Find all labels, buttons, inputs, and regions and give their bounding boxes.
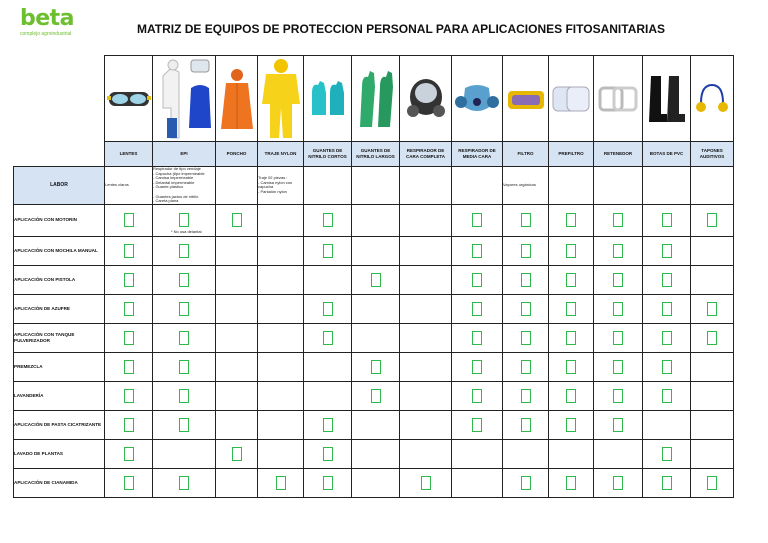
checkbox-icon	[613, 476, 623, 490]
labor-row	[14, 468, 734, 497]
equipment-label-lentes: LENTES	[105, 142, 153, 167]
matrix-cell	[503, 265, 549, 294]
checkbox-icon	[179, 331, 189, 345]
matrix-cell	[549, 410, 594, 439]
checkbox-icon	[707, 331, 717, 345]
checkbox-icon	[662, 302, 672, 316]
checkbox-icon	[566, 213, 576, 227]
matrix-cell	[643, 468, 691, 497]
checkbox-icon	[179, 244, 189, 258]
matrix-cell	[452, 381, 503, 410]
equipment-label-guantes_largos: GUANTES DE NITRILO LARGOS	[352, 142, 400, 167]
goggles-icon	[105, 84, 152, 114]
matrix-cell	[304, 381, 352, 410]
equipment-label-epi: EPI	[153, 142, 216, 167]
poncho-icon	[216, 67, 257, 131]
checkbox-icon	[707, 476, 717, 490]
equipment-note-botas	[643, 167, 691, 205]
rain-suit-icon	[258, 58, 303, 140]
checkbox-icon	[179, 302, 189, 316]
matrix-cell	[400, 294, 452, 323]
checkbox-icon	[124, 331, 134, 345]
matrix-cell	[549, 439, 594, 468]
matrix-cell	[105, 236, 153, 265]
labor-row	[14, 381, 734, 410]
half-face-respirator-icon	[452, 82, 502, 116]
filter-cartridge-icon	[503, 85, 548, 113]
labor-row	[14, 439, 734, 468]
equipment-note-epi	[153, 167, 216, 205]
checkbox-icon	[566, 302, 576, 316]
equipment-label-poncho: PONCHO	[216, 142, 258, 167]
matrix-cell	[258, 410, 304, 439]
matrix-cell	[594, 204, 643, 236]
checkbox-icon	[179, 389, 189, 403]
checkbox-icon	[472, 389, 482, 403]
equipment-note-retenedor	[594, 167, 643, 205]
labor-label: PREMEZCLA	[14, 352, 105, 381]
matrix-cell	[594, 468, 643, 497]
checkbox-icon	[662, 244, 672, 258]
matrix-cell	[503, 323, 549, 352]
checkbox-icon	[662, 447, 672, 461]
matrix-cell	[400, 381, 452, 410]
labor-header: LABOR	[14, 167, 105, 205]
matrix-cell	[258, 381, 304, 410]
matrix-cell	[691, 265, 734, 294]
checkbox-icon	[124, 476, 134, 490]
checkbox-icon	[179, 418, 189, 432]
matrix-cell	[352, 236, 400, 265]
matrix-cell	[691, 381, 734, 410]
matrix-cell	[105, 204, 153, 236]
matrix-cell	[549, 204, 594, 236]
checkbox-icon	[662, 476, 672, 490]
matrix-cell	[400, 323, 452, 352]
matrix-cell	[304, 265, 352, 294]
checkbox-icon	[472, 360, 482, 374]
full-face-respirator-icon	[400, 77, 451, 121]
matrix-cell	[258, 439, 304, 468]
matrix-cell	[258, 204, 304, 236]
matrix-cell	[258, 468, 304, 497]
matrix-cell	[153, 352, 216, 381]
equipment-image-poncho	[216, 56, 258, 142]
matrix-cell	[503, 468, 549, 497]
matrix-cell	[153, 236, 216, 265]
checkbox-icon	[323, 331, 333, 345]
empty-corner	[14, 56, 105, 142]
checkbox-icon	[323, 244, 333, 258]
matrix-cell	[352, 294, 400, 323]
equipment-image-tapones	[691, 56, 734, 142]
checkbox-icon	[232, 213, 242, 227]
matrix-cell	[216, 204, 258, 236]
matrix-cell	[452, 439, 503, 468]
matrix-cell	[503, 204, 549, 236]
matrix-cell	[216, 381, 258, 410]
labor-row	[14, 352, 734, 381]
matrix-cell	[400, 236, 452, 265]
matrix-cell	[594, 352, 643, 381]
equipment-note-filtro	[503, 167, 549, 205]
equipment-image-guantes_largos	[352, 56, 400, 142]
checkbox-icon	[124, 273, 134, 287]
matrix-cell	[643, 323, 691, 352]
labor-label: APLICACIÓN DE PASTA CICATRIZANTE	[14, 410, 105, 439]
matrix-cell	[216, 323, 258, 352]
equipment-image-filtro	[503, 56, 549, 142]
checkbox-icon	[613, 244, 623, 258]
note-text: Respirador de tipo vendaje - Capucha (tipo impermeable - Camisa impermeable - Delantal impermeable - Guante plástico - Guantes jactos de nitrilo - Careta plana	[153, 166, 205, 204]
matrix-cell	[503, 236, 549, 265]
checkbox-icon	[662, 389, 672, 403]
checkbox-icon	[613, 213, 623, 227]
matrix-cell	[153, 265, 216, 294]
matrix-cell	[352, 439, 400, 468]
note-text: Traje 02 piezas : - Camisa nylon con capucha - Pantalón nylon	[258, 175, 293, 194]
note-text: Lentes claros	[105, 182, 129, 188]
matrix-cell	[549, 352, 594, 381]
matrix-cell	[216, 439, 258, 468]
matrix-cell	[153, 294, 216, 323]
checkbox-icon	[662, 273, 672, 287]
matrix-cell	[643, 265, 691, 294]
labor-label: LAVADO DE PLANTAS	[14, 439, 105, 468]
matrix-cell	[691, 294, 734, 323]
equipment-label-filtro: FILTRO	[503, 142, 549, 167]
logo-wordmark: beta	[20, 6, 75, 31]
matrix-cell	[452, 294, 503, 323]
matrix-cell	[216, 410, 258, 439]
matrix-cell	[594, 294, 643, 323]
equipment-note-poncho	[216, 167, 258, 205]
checkbox-icon	[179, 273, 189, 287]
labor-label: APLICACIÓN CON TANQUE PULVERIZADOR	[14, 323, 105, 352]
labor-label: APLICACIÓN DE AZUFRE	[14, 294, 105, 323]
checkbox-icon	[521, 302, 531, 316]
checkbox-icon	[472, 302, 482, 316]
matrix-cell	[258, 294, 304, 323]
checkbox-icon	[472, 244, 482, 258]
matrix-cell	[258, 352, 304, 381]
matrix-cell	[304, 323, 352, 352]
matrix-cell	[549, 381, 594, 410]
checkbox-icon	[124, 302, 134, 316]
matrix-cell	[352, 410, 400, 439]
matrix-cell	[105, 265, 153, 294]
matrix-cell	[452, 265, 503, 294]
matrix-cell	[304, 410, 352, 439]
equipment-image-resp_media	[452, 56, 503, 142]
matrix-cell	[216, 468, 258, 497]
empty-corner-2	[14, 142, 105, 167]
equipment-label-botas: BOTAS DE PVC	[643, 142, 691, 167]
checkbox-icon	[124, 418, 134, 432]
checkbox-icon	[371, 273, 381, 287]
matrix-cell	[153, 323, 216, 352]
matrix-cell	[549, 468, 594, 497]
checkbox-icon	[179, 213, 189, 227]
matrix-cell	[643, 236, 691, 265]
matrix-cell	[304, 204, 352, 236]
matrix-cell	[258, 236, 304, 265]
equipment-note-guantes_largos	[352, 167, 400, 205]
equipment-image-epi	[153, 56, 216, 142]
checkbox-icon	[421, 476, 431, 490]
document-title: MATRIZ DE EQUIPOS DE PROTECCION PERSONAL PARA APLICACIONES FITOSANITARIAS	[137, 22, 666, 36]
matrix-cell	[549, 236, 594, 265]
equipment-image-prefiltro	[549, 56, 594, 142]
image-row	[14, 56, 734, 142]
matrix-cell	[105, 439, 153, 468]
prefilter-icon	[549, 83, 593, 115]
checkbox-icon	[521, 418, 531, 432]
short-gloves-icon	[304, 79, 351, 119]
matrix-cell	[594, 381, 643, 410]
matrix-cell	[452, 236, 503, 265]
checkbox-icon	[613, 273, 623, 287]
checkbox-icon	[124, 244, 134, 258]
checkbox-icon	[371, 389, 381, 403]
matrix-cell	[594, 265, 643, 294]
matrix-cell	[304, 439, 352, 468]
matrix-cell	[153, 410, 216, 439]
labor-label: APLICACIÓN CON PISTOLA	[14, 265, 105, 294]
matrix-cell	[503, 352, 549, 381]
matrix-cell	[643, 410, 691, 439]
matrix-cell	[304, 352, 352, 381]
labor-row	[14, 265, 734, 294]
matrix-cell	[594, 236, 643, 265]
checkbox-icon	[613, 302, 623, 316]
checkbox-icon	[323, 447, 333, 461]
equipment-image-retenedor	[594, 56, 643, 142]
matrix-cell	[643, 439, 691, 468]
matrix-cell	[643, 204, 691, 236]
checkbox-icon	[521, 273, 531, 287]
matrix-cell	[352, 352, 400, 381]
equipment-note-guantes_cortos	[304, 167, 352, 205]
checkbox-icon	[566, 389, 576, 403]
matrix-cell	[549, 323, 594, 352]
labor-row	[14, 236, 734, 265]
matrix-cell	[452, 204, 503, 236]
equipment-label-resp_completa: RESPIRADOR DE CARA COMPLETA	[400, 142, 452, 167]
checkbox-icon	[566, 476, 576, 490]
pvc-boots-icon	[643, 74, 690, 124]
checkbox-icon	[566, 331, 576, 345]
ppe-matrix-table	[13, 55, 734, 498]
matrix-cell	[400, 352, 452, 381]
matrix-cell	[549, 265, 594, 294]
checkbox-icon	[566, 360, 576, 374]
matrix-cell	[105, 352, 153, 381]
matrix-cell	[216, 294, 258, 323]
checkbox-icon	[566, 273, 576, 287]
matrix-cell	[452, 410, 503, 439]
matrix-cell	[153, 468, 216, 497]
matrix-cell	[216, 352, 258, 381]
matrix-cell	[691, 468, 734, 497]
retainer-icon	[594, 84, 642, 114]
equipment-label-resp_media: RESPIRADOR DE MEDIA CARA	[452, 142, 503, 167]
matrix-cell	[691, 439, 734, 468]
matrix-cell	[400, 439, 452, 468]
matrix-cell	[216, 265, 258, 294]
matrix-cell	[105, 323, 153, 352]
equipment-image-resp_completa	[400, 56, 452, 142]
matrix-cell	[105, 294, 153, 323]
matrix-cell	[400, 410, 452, 439]
equipment-header-row	[14, 142, 734, 167]
matrix-cell	[352, 381, 400, 410]
equipment-image-lentes	[105, 56, 153, 142]
equipment-note-lentes	[105, 167, 153, 205]
equipment-image-guantes_cortos	[304, 56, 352, 142]
matrix-cell	[503, 410, 549, 439]
equipment-note-resp_media	[452, 167, 503, 205]
matrix-cell	[105, 468, 153, 497]
matrix-cell	[105, 381, 153, 410]
checkbox-icon	[521, 331, 531, 345]
matrix-cell	[352, 204, 400, 236]
equipment-label-traje: TRAJE NYLON	[258, 142, 304, 167]
matrix-cell	[452, 323, 503, 352]
matrix-cell	[304, 294, 352, 323]
checkbox-icon	[124, 213, 134, 227]
matrix-cell	[691, 410, 734, 439]
labor-label: APLICACIÓN CON MOTORIN	[14, 204, 105, 236]
matrix-cell	[153, 381, 216, 410]
logo-tagline: complejo agroindustrial	[20, 31, 72, 37]
checkbox-icon	[124, 447, 134, 461]
long-gloves-icon	[352, 69, 399, 129]
matrix-cell	[258, 265, 304, 294]
matrix-cell	[258, 323, 304, 352]
checkbox-icon	[521, 244, 531, 258]
checkbox-icon	[179, 360, 189, 374]
equipment-note-resp_completa	[400, 167, 452, 205]
matrix-cell	[352, 265, 400, 294]
matrix-cell	[503, 381, 549, 410]
checkbox-icon	[472, 418, 482, 432]
matrix-cell	[549, 294, 594, 323]
matrix-cell	[400, 204, 452, 236]
checkbox-icon	[179, 476, 189, 490]
checkbox-icon	[323, 476, 333, 490]
matrix-cell	[594, 323, 643, 352]
matrix-cell	[643, 352, 691, 381]
checkbox-icon	[662, 331, 672, 345]
checkbox-icon	[662, 213, 672, 227]
equipment-note-traje	[258, 167, 304, 205]
checkbox-icon	[613, 331, 623, 345]
checkbox-icon	[521, 360, 531, 374]
epi-subnote: * No usa delantal	[171, 228, 202, 234]
labor-row	[14, 294, 734, 323]
checkbox-icon	[276, 476, 286, 490]
equipment-label-tapones: TAPONES AUDITIVOS	[691, 142, 734, 167]
checkbox-icon	[707, 213, 717, 227]
earplugs-icon	[691, 83, 733, 115]
equipment-note-prefiltro	[549, 167, 594, 205]
equipment-label-retenedor: RETENEDOR	[594, 142, 643, 167]
matrix-cell	[691, 352, 734, 381]
checkbox-icon	[323, 418, 333, 432]
matrix-cell	[691, 323, 734, 352]
checkbox-icon	[521, 213, 531, 227]
checkbox-icon	[232, 447, 242, 461]
protective-suit-icon	[153, 58, 215, 140]
labor-label: APLICACIÓN CON MOCHILA MANUAL	[14, 236, 105, 265]
note-text: Vapores orgánicos	[503, 182, 537, 188]
checkbox-icon	[472, 213, 482, 227]
matrix-cell	[352, 323, 400, 352]
checkbox-icon	[323, 213, 333, 227]
labor-row	[14, 323, 734, 352]
equipment-image-traje	[258, 56, 304, 142]
checkbox-icon	[323, 302, 333, 316]
matrix-cell	[691, 236, 734, 265]
matrix-cell	[304, 236, 352, 265]
equipment-label-guantes_cortos: GUANTES DE NITRILO CORTOS	[304, 142, 352, 167]
matrix-cell	[643, 381, 691, 410]
checkbox-icon	[613, 418, 623, 432]
matrix-cell	[400, 468, 452, 497]
checkbox-icon	[124, 389, 134, 403]
equipment-label-prefiltro: PREFILTRO	[549, 142, 594, 167]
labor-label: LAVANDERÍA	[14, 381, 105, 410]
checkbox-icon	[707, 302, 717, 316]
matrix-cell	[503, 439, 549, 468]
checkbox-icon	[566, 418, 576, 432]
beta-logo	[20, 8, 90, 37]
equipment-note-tapones	[691, 167, 734, 205]
checkbox-icon	[613, 360, 623, 374]
notes-row	[14, 167, 734, 205]
matrix-cell	[503, 294, 549, 323]
matrix-cell	[153, 439, 216, 468]
labor-row	[14, 204, 734, 236]
checkbox-icon	[472, 273, 482, 287]
matrix-cell	[452, 468, 503, 497]
matrix-cell	[216, 236, 258, 265]
labor-row	[14, 410, 734, 439]
checkbox-icon	[613, 389, 623, 403]
matrix-cell	[400, 265, 452, 294]
checkbox-icon	[472, 331, 482, 345]
equipment-image-botas	[643, 56, 691, 142]
matrix-cell	[452, 352, 503, 381]
checkbox-icon	[521, 389, 531, 403]
matrix-cell	[643, 294, 691, 323]
matrix-cell	[352, 468, 400, 497]
matrix-cell	[153, 204, 216, 236]
matrix-cell	[594, 439, 643, 468]
matrix-cell	[594, 410, 643, 439]
labor-label: APLICACIÓN DE CIANAMIDA	[14, 468, 105, 497]
checkbox-icon	[371, 360, 381, 374]
matrix-cell	[105, 410, 153, 439]
checkbox-icon	[124, 360, 134, 374]
checkbox-icon	[662, 360, 672, 374]
matrix-cell	[304, 468, 352, 497]
checkbox-icon	[521, 476, 531, 490]
matrix-cell	[691, 204, 734, 236]
checkbox-icon	[566, 244, 576, 258]
